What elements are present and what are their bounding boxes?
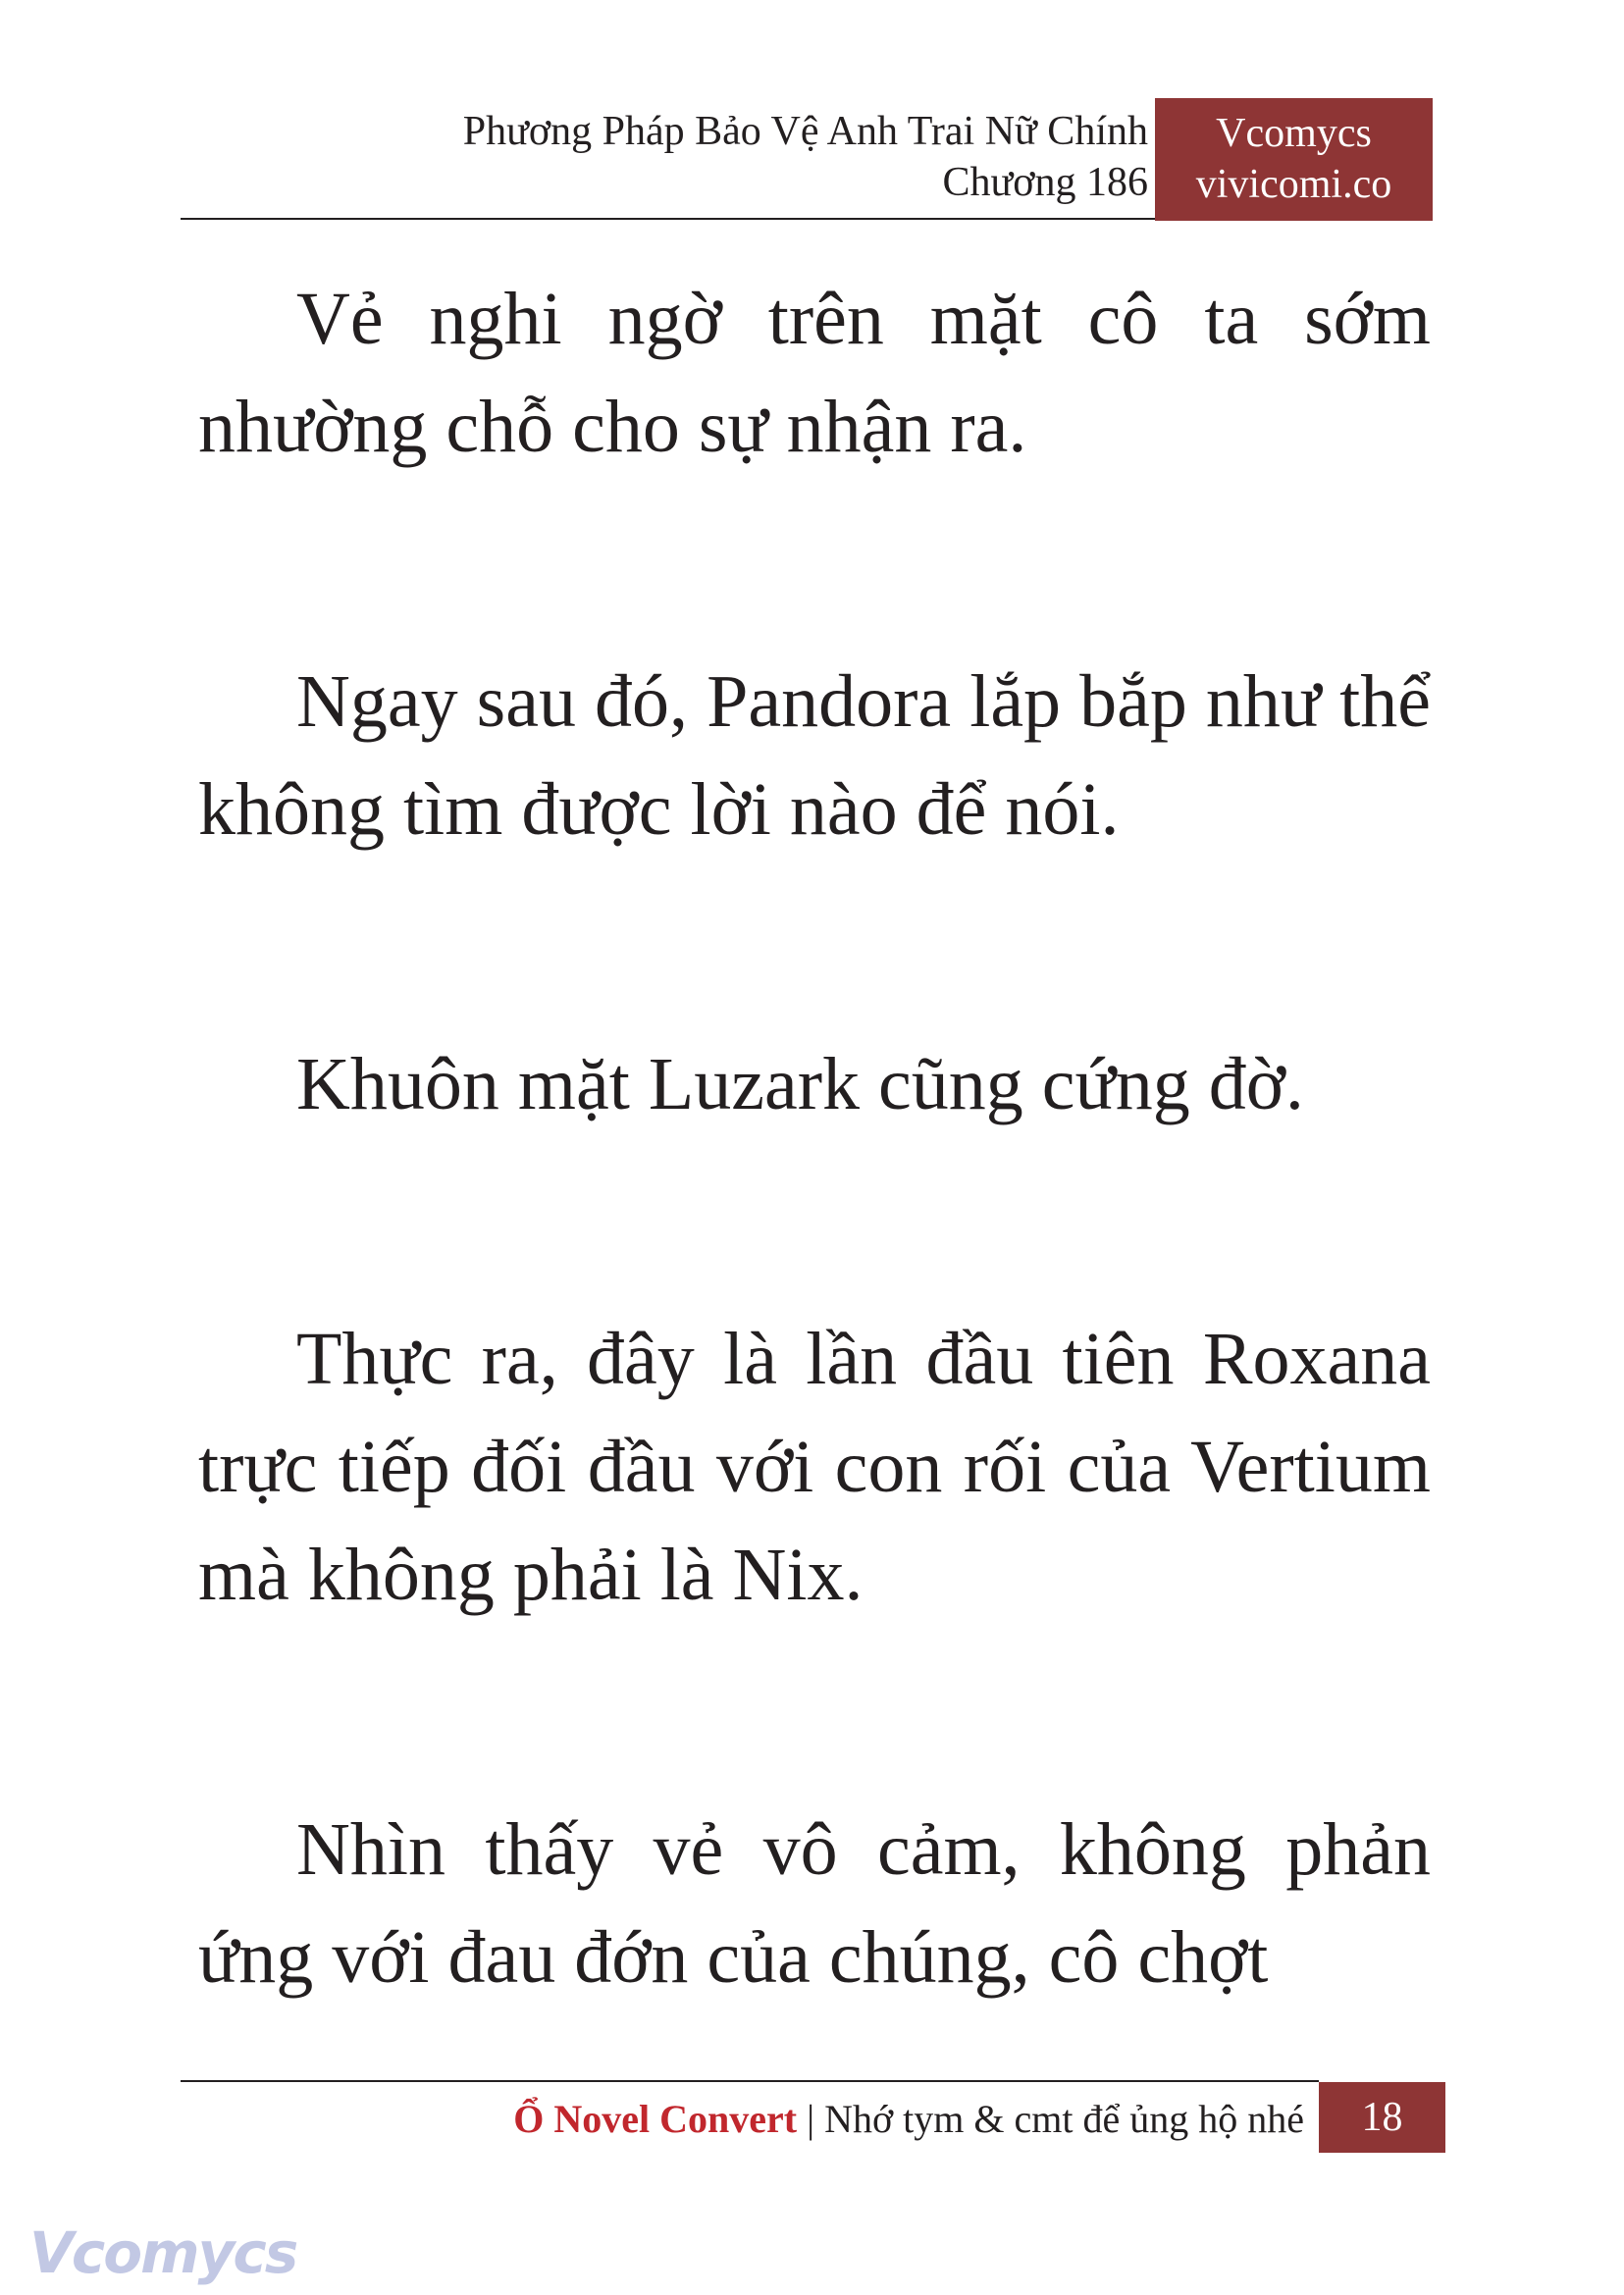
page-content [198, 265, 1431, 2011]
footer-separator: | [797, 2097, 825, 2141]
paragraph: Ngay sau đó, Pandora lắp bắp như thể không tìm được lời nào để nói. [198, 660, 1431, 851]
paragraph: Thực ra, đây là lần đầu tiên Roxana trực tiếp đối đầu với con rối của Vertium mà không phải là Nix. [198, 1318, 1431, 1616]
footer-message: Nhớ tym & cmt để ủng hộ nhé [824, 2097, 1304, 2141]
footer-divider [181, 2080, 1319, 2082]
page-footer [513, 2094, 1304, 2145]
watermark-logo: Vcomycs [29, 2219, 297, 2286]
page-header [463, 106, 1148, 208]
brand-box [1155, 98, 1433, 221]
footer-brand: Ổ Novel Convert [513, 2097, 798, 2141]
paragraph: Vẻ nghi ngờ trên mặt cô ta sớm nhường chỗ cho sự nhận ra. [198, 278, 1431, 468]
header-divider [181, 218, 1155, 220]
brand-name: Vcomycs [1216, 111, 1372, 156]
book-title: Phương Pháp Bảo Vệ Anh Trai Nữ Chính [462, 109, 1148, 154]
chapter-label: Chương 186 [942, 160, 1148, 205]
paragraph: Nhìn thấy vẻ vô cảm, không phản ứng với đau đớn của chúng, cô chợt [198, 1808, 1431, 1999]
brand-site: vivicomi.co [1195, 162, 1392, 207]
paragraph: Khuôn mặt Luzark cũng cứng đờ. [296, 1043, 1304, 1125]
page-number: 18 [1319, 2082, 1445, 2153]
